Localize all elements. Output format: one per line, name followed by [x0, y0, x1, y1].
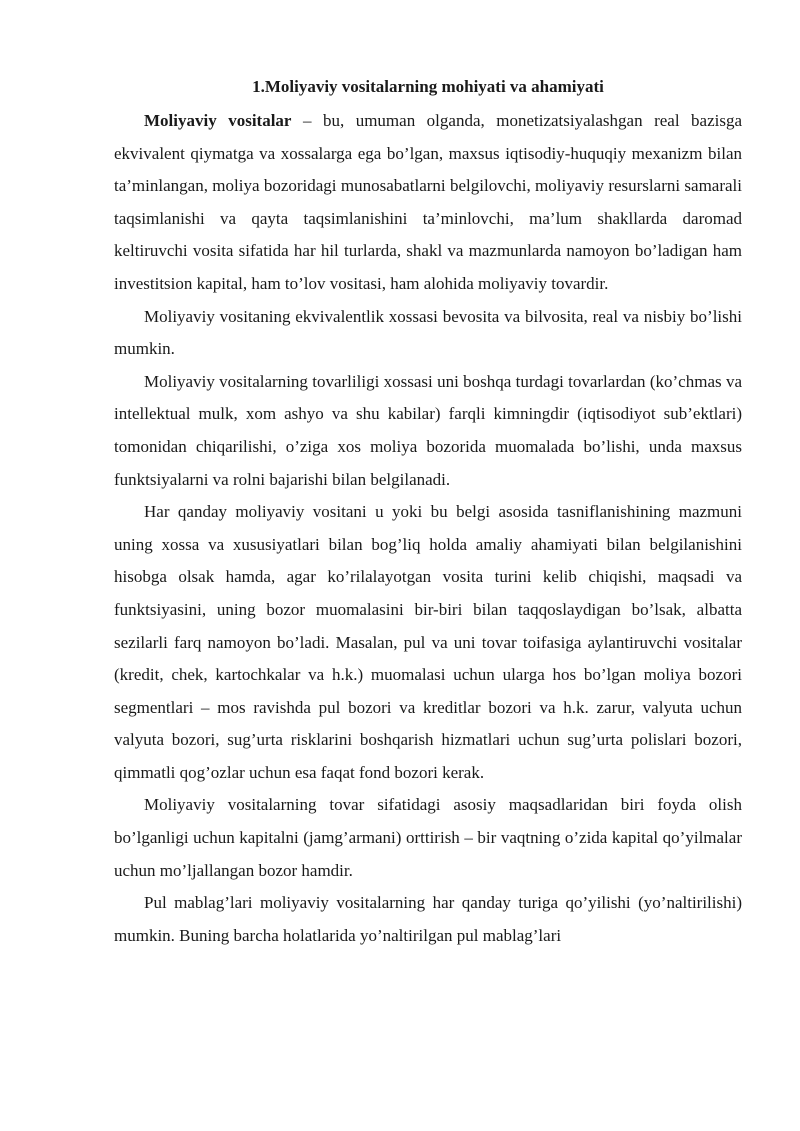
- definition-text: – bu, umuman olganda, monetizatsiyalashgan real bazisga ekvivalent qiymatga va xossalarga ega bo’lgan, maxsus iqtisodiy-huquqiy mexanizm bilan ta’minlangan, moliya bozoridagi munosabatlarni belgilovchi, moliyaviy resurslarni samarali taqsimlanishi va qayta taqsimlanishini ta’minlovchi, ma’lum shakllarda daromad keltiruvchi vosita sifatida har hil turlarda, shakl va mazmunlarda namoyon bo’ladigan ham investitsion kapital, ham to’lov vositasi, ham alohida moliyaviy tovardir.: [114, 111, 743, 293]
- paragraph-definition: [114, 105, 742, 301]
- defined-term: Moliyaviy vositalar: [144, 111, 292, 130]
- paragraph-commodity: Moliyaviy vositalarning tovarliligi xossasi uni boshqa turdagi tovarlardan (ko’chmas va intellektual mulk, xom ashyo va shu kabilar) farqli kimningdir (iqtisodiyot sub’ektlari) tomonidan chiqarilishi, o’ziga xos moliya bozorida muomalada bo’lishi, unda maxsus funktsiyalarni va rolni bajarishi bilan belgilanadi.: [114, 371, 742, 489]
- paragraph-investment: Pul mablag’lari moliyaviy vositalarning har qanday turiga qo’yilishi (yo’naltirilishi) mumkin. Buning barcha holatlarida yo’naltirilgan pul mablag’lari: [114, 893, 742, 945]
- document-page: [114, 73, 742, 952]
- paragraph-equivalence: Moliyaviy vositaning ekvivalentlik xossasi bevosita va bilvosita, real va nisbiy bo’lishi mumkin.: [114, 306, 742, 359]
- section-title: 1.Moliyaviy vositalarning mohiyati va ahamiyati: [252, 77, 604, 96]
- paragraph-classification: Har qanday moliyaviy vositani u yoki bu belgi asosida tasniflanishining mazmuni uning xossa va xususiyatlari bilan bog’liq holda amaliy ahamiyati bilan belgilanishini hisobga olsak hamda, agar ko’rilalayotgan vosita turini kelib chiqishi, maqsadi va funktsiyasini, uning bozor muomalasini bir-biri bilan taqqoslaydigan bo’lsak, albatta sezilarli farq namoyon bo’ladi. Masalan, pul va uni tovar toifasiga aylantiruvchi vositalar (kredit, chek, kartochkalar va h.k.) muomalasi uchun ularga hos bo’lgan moliya bozori segmentlari – mos ravishda pul bozori va kreditlar bozori va h.k. zarur, valyuta uchun valyuta bozori, sug’urta risklarini boshqarish hizmatlari uchun sug’urta polislari bozori, qimmatli qog’ozlar uchun esa faqat fond bozori kerak.: [114, 502, 742, 782]
- paragraph-profit: Moliyaviy vositalarning tovar sifatidagi asosiy maqsadlaridan biri foyda olish bo’lganligi uchun kapitalni (jamg’armani) orttirish – bir vaqtning o’zida kapital qo’yilmalar uchun mo’ljallangan bozor hamdir.: [114, 795, 742, 880]
